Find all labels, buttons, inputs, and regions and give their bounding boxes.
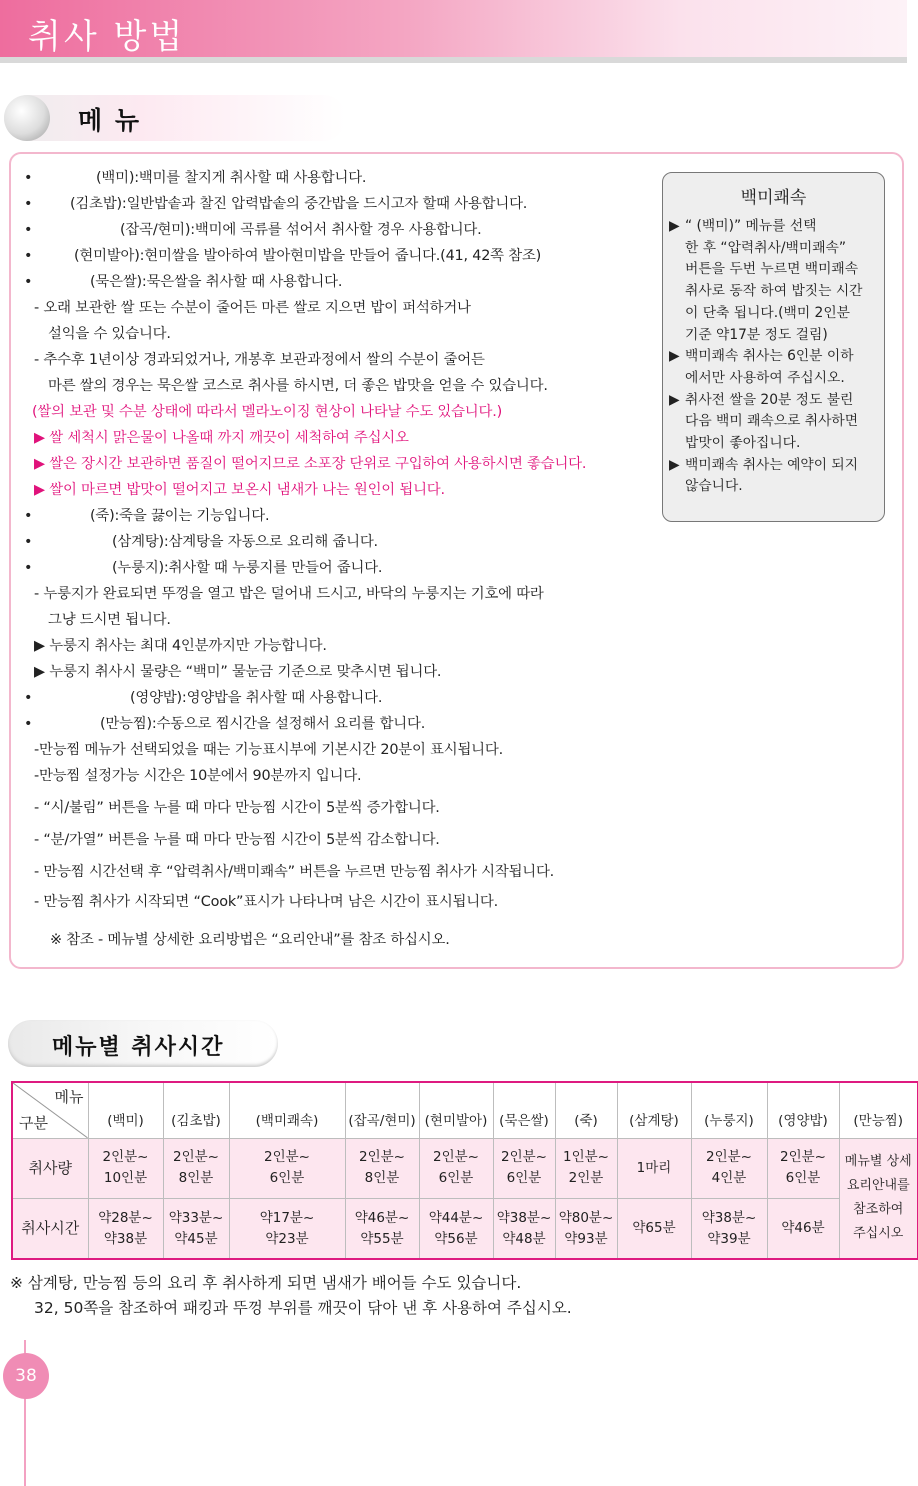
time-cell	[229, 1199, 345, 1259]
quick-cook-text: 이 단축 됩니다.(백미 2인분	[685, 304, 850, 321]
amount-cell-text: 2인분~	[501, 1149, 547, 1166]
quick-cook-line	[669, 281, 878, 303]
time-cell	[691, 1199, 767, 1259]
quick-cook-line	[669, 476, 878, 498]
quick-cook-text: 않습니다.	[685, 478, 743, 495]
table-corner-cell	[12, 1082, 88, 1138]
quick-cook-line	[669, 411, 878, 433]
time-cell-text: 약39분	[707, 1230, 751, 1247]
page-title: 취사 방법	[28, 17, 186, 57]
time-cell-text: 약56분	[434, 1230, 478, 1247]
row-label-time: 취사시간	[12, 1199, 88, 1259]
menu-bullet-item: • (묵은쌀):묵은쌀을 취사할 때 사용합니다.	[24, 269, 664, 295]
menu-section-banner	[4, 95, 346, 141]
menu-detail-line: ▶ 쌀 세척시 맑은물이 나올때 까지 깨끗이 세척하여 주십시오	[34, 430, 409, 446]
time-cell-text: 약17분~	[259, 1209, 315, 1226]
time-cell	[419, 1199, 493, 1259]
amount-cell	[617, 1138, 691, 1198]
column-header: (만능찜)	[839, 1082, 918, 1138]
time-cell	[555, 1199, 617, 1259]
arrow-icon: ▶	[669, 456, 680, 473]
quick-cook-line	[669, 259, 878, 281]
quick-cook-text: 취사전 쌀을 20분 정도 불린	[685, 391, 854, 408]
quick-cook-line	[669, 433, 878, 455]
time-cell	[163, 1199, 229, 1259]
time-cell-text: 약38분~	[496, 1209, 552, 1226]
amount-cell	[493, 1138, 555, 1198]
quick-cook-line	[669, 238, 878, 260]
menu-bullet-item: • (누룽지):취사할 때 누룽지를 만들어 줍니다.	[24, 555, 664, 581]
menu-bullet-item: • (영양밥):영양밥을 취사할 때 사용합니다.	[24, 685, 664, 711]
amount-cell	[419, 1138, 493, 1198]
column-header: (묵은쌀)	[493, 1082, 555, 1138]
menu-bullet-item: • (백미):백미를 찰지게 취사할 때 사용합니다.	[24, 165, 664, 191]
time-cell	[88, 1199, 163, 1259]
corner-menu-label: 메뉴	[54, 1088, 84, 1106]
menu-bullet-item: • (삼계탕):삼계탕을 자동으로 요리해 줍니다.	[24, 529, 664, 555]
column-header: (영양밥)	[767, 1082, 839, 1138]
menu-bullet-item: • (죽):죽을 끓이는 기능입니다.	[24, 503, 664, 529]
amount-cell-text: 2인분~	[780, 1149, 826, 1166]
section-ball-icon	[4, 95, 50, 141]
time-cell-text: 약45분	[174, 1230, 218, 1247]
column-header: (삼계탕)	[617, 1082, 691, 1138]
time-cell-text: 약28분~	[98, 1209, 153, 1226]
quick-cook-text: 백미쾌속 취사는 6인분 이하	[685, 348, 854, 365]
quick-cook-line	[669, 216, 878, 238]
time-cell-text: 약65분	[632, 1220, 676, 1237]
time-cell-text: 약33분~	[168, 1209, 224, 1226]
time-cell-text: 약23분	[265, 1230, 309, 1247]
time-cell-text: 약80분~	[558, 1209, 614, 1226]
menu-detail-line: ▶ 쌀은 장시간 보관하면 품질이 떨어지므로 소포장 단위로 구입하여 사용하시면 좋습니다.	[34, 456, 587, 472]
time-cell	[767, 1199, 839, 1259]
quick-cook-title: 백미쾌속	[740, 188, 807, 208]
time-cell-text: 약38분	[103, 1230, 148, 1247]
amount-cell	[691, 1138, 767, 1198]
amount-cell-text: 6인분	[785, 1170, 821, 1187]
column-header: (백미)	[88, 1082, 163, 1138]
quick-cook-line	[669, 368, 878, 390]
multi-steam-note-text: 주십시오	[853, 1226, 904, 1242]
amount-cell-text: 2인분~	[102, 1149, 149, 1166]
footnote-line-1: ※ 삼계탕, 만능찜 등의 요리 후 취사하게 되면 냄새가 배어들 수도 있습니다.	[10, 1274, 522, 1292]
menu-detail-line: - 만능찜 시간선택 후 “압력취사/백미쾌속” 버튼을 누르면 만능찜 취사가 시작됩니다.	[34, 864, 555, 880]
quick-cook-items	[669, 216, 878, 498]
amount-cell-text: 8인분	[178, 1170, 214, 1187]
quick-cook-text: 밥맛이 좋아집니다.	[685, 435, 801, 452]
menu-detail-line: -만능찜 설정가능 시간은 10분에서 90분까지 입니다.	[34, 768, 362, 784]
amount-cell-text: 2인분~	[264, 1149, 310, 1166]
quick-cook-text: 에서만 사용하여 주십시오.	[685, 369, 845, 386]
quick-cook-text: 다음 백미 쾌속으로 취사하면	[685, 413, 859, 430]
amount-cell-text: 6인분	[269, 1170, 305, 1187]
menu-detail-line: -만능찜 메뉴가 선택되었을 때는 기능표시부에 기본시간 20분이 표시됩니다.	[34, 742, 503, 758]
menu-detail-line: 마른 쌀의 경우는 묵은쌀 코스로 취사를 하시면, 더 좋은 밥맛을 얻을 수 있습니다.	[48, 378, 548, 394]
quick-cook-text: 버튼을 두번 누르면 백미쾌속	[685, 261, 859, 278]
menu-detail-line: - 만능찜 취사가 시작되면 “Cook”표시가 나타나며 남은 시간이 표시됩니다.	[34, 894, 499, 910]
time-cell-text: 약46분~	[354, 1209, 410, 1226]
amount-cell-text: 4인분	[711, 1170, 747, 1187]
menu-detail-line: ▶ 누룽지 취사시 물량은 “백미” 물눈금 기준으로 맞추시면 됩니다.	[34, 664, 442, 680]
arrow-icon: ▶	[669, 391, 680, 408]
footnote-line-2: 32, 50쪽을 참조하여 패킹과 뚜껑 부위를 깨끗이 닦아 낸 후 사용하여 주십시오.	[34, 1299, 572, 1317]
menu-bullet-item: • (잡곡/현미):백미에 곡류를 섞어서 취사할 경우 사용합니다.	[24, 217, 664, 243]
amount-cell-text: 1인분~	[563, 1149, 609, 1166]
time-cell-text: 약46분	[781, 1220, 825, 1237]
column-header: (죽)	[555, 1082, 617, 1138]
time-cell	[493, 1199, 555, 1259]
quick-cook-line	[669, 325, 878, 347]
quick-cook-line	[669, 303, 878, 325]
amount-cell-text: 2인분~	[359, 1149, 405, 1166]
quick-cook-line	[669, 390, 878, 412]
menu-detail-line: ▶ 쌀이 마르면 밥맛이 떨어지고 보온시 냄새가 나는 원인이 됩니다.	[34, 482, 445, 498]
amount-cell-text: 2인분~	[433, 1149, 479, 1166]
time-cell	[617, 1199, 691, 1259]
time-cell-text: 약48분	[502, 1230, 546, 1247]
quick-cook-text: 한 후 “압력취사/백미쾌속”	[685, 239, 846, 256]
time-cell-text: 약93분	[564, 1230, 608, 1247]
time-cell-text: 약38분~	[701, 1209, 757, 1226]
amount-cell-text: 2인분~	[173, 1149, 219, 1166]
menu-detail-line: ※ 참조 - 메뉴별 상세한 요리방법은 “요리안내”를 참조 하십시오.	[50, 932, 450, 948]
amount-cell	[555, 1138, 617, 1198]
multi-steam-note-cell	[839, 1138, 918, 1259]
amount-cell-text: 6인분	[438, 1170, 474, 1187]
column-header: (김초밥)	[163, 1082, 229, 1138]
amount-cell-text: 6인분	[506, 1170, 542, 1187]
amount-cell-text: 2인분	[568, 1170, 604, 1187]
menu-detail-line: - “시/불림” 버튼을 누를 때 마다 만능찜 시간이 5분씩 증가합니다.	[34, 800, 440, 816]
amount-cell-text: 10인분	[103, 1170, 148, 1187]
amount-cell	[163, 1138, 229, 1198]
quick-cook-text: “ (백미)” 메뉴를 선택	[685, 218, 817, 234]
page-number: 38	[3, 1353, 49, 1399]
menu-detail-line: - “분/가열” 버튼을 누를 때 마다 만능찜 시간이 5분씩 감소합니다.	[34, 832, 440, 848]
column-header: (누룽지)	[691, 1082, 767, 1138]
menu-bullet-item: • (현미발아):현미쌀을 발아하여 발아현미밥을 만들어 줍니다.(41, 42쪽 참조)	[24, 243, 664, 269]
menu-section-title: 메 뉴	[78, 106, 142, 135]
time-cell-text: 약44분~	[428, 1209, 484, 1226]
column-header: (현미발아)	[419, 1082, 493, 1138]
quick-cook-text: 취사로 동작 하여 밥짓는 시간	[685, 283, 863, 300]
amount-cell	[88, 1138, 163, 1198]
menu-bullet-item: • (만능찜):수동으로 찜시간을 설정해서 요리를 합니다.	[24, 711, 664, 737]
quick-cook-line	[669, 346, 878, 368]
menu-description-list	[24, 165, 664, 953]
menu-detail-line: - 누룽지가 완료되면 뚜껑을 열고 밥은 덜어내 드시고, 바닥의 누룽지는 기호에 따라	[34, 586, 544, 602]
corner-category-label: 구분	[19, 1113, 48, 1132]
multi-steam-note-text: 메뉴별 상세	[844, 1154, 912, 1170]
row-label-amount: 취사량	[12, 1138, 88, 1198]
time-cell-text: 약55분	[360, 1230, 404, 1247]
time-section-title: 메뉴별 취사시간	[52, 1035, 225, 1060]
amount-cell-text: 2인분~	[706, 1149, 752, 1166]
menu-detail-line: - 추수후 1년이상 경과되었거나, 개봉후 보관과정에서 쌀의 수분이 줄어든	[34, 352, 485, 368]
amount-cell	[229, 1138, 345, 1198]
amount-cell	[767, 1138, 839, 1198]
quick-cook-text: 기준 약17분 정도 걸림)	[685, 326, 828, 343]
multi-steam-note-text: 참조하여	[853, 1202, 904, 1218]
amount-cell-text: 8인분	[364, 1170, 400, 1187]
column-header: (백미쾌속)	[229, 1082, 345, 1138]
multi-steam-note-text: 요리안내를	[846, 1178, 910, 1194]
menu-detail-line: 설익을 수 있습니다.	[48, 326, 171, 342]
page-header	[0, 0, 907, 63]
quick-cook-info-box	[662, 172, 885, 522]
quick-cook-text: 백미쾌속 취사는 예약이 되지	[685, 456, 859, 473]
amount-cell	[345, 1138, 419, 1198]
menu-detail-line: 그냥 드시면 됩니다.	[48, 612, 171, 628]
menu-detail-line: - 오래 보관한 쌀 또는 수분이 줄어든 마른 쌀로 지으면 밥이 퍼석하거나	[34, 300, 471, 316]
arrow-icon: ▶	[669, 218, 680, 234]
menu-detail-line: ▶ 누룽지 취사는 최대 4인분까지만 가능합니다.	[34, 638, 327, 654]
quick-cook-line	[669, 455, 878, 477]
amount-cell-text: 1마리	[636, 1159, 672, 1176]
cooking-time-table	[11, 1081, 918, 1260]
time-cell	[345, 1199, 419, 1259]
column-header: (잡곡/현미)	[345, 1082, 419, 1138]
menu-detail-line: (쌀의 보관 및 수분 상태에 따라서 멜라노이징 현상이 나타날 수도 있습니다.)	[32, 404, 502, 420]
menu-bullet-item: • (김초밥):일반밥솥과 찰진 압력밥솥의 중간밥을 드시고자 할때 사용합니다.	[24, 191, 664, 217]
arrow-icon: ▶	[669, 348, 680, 365]
